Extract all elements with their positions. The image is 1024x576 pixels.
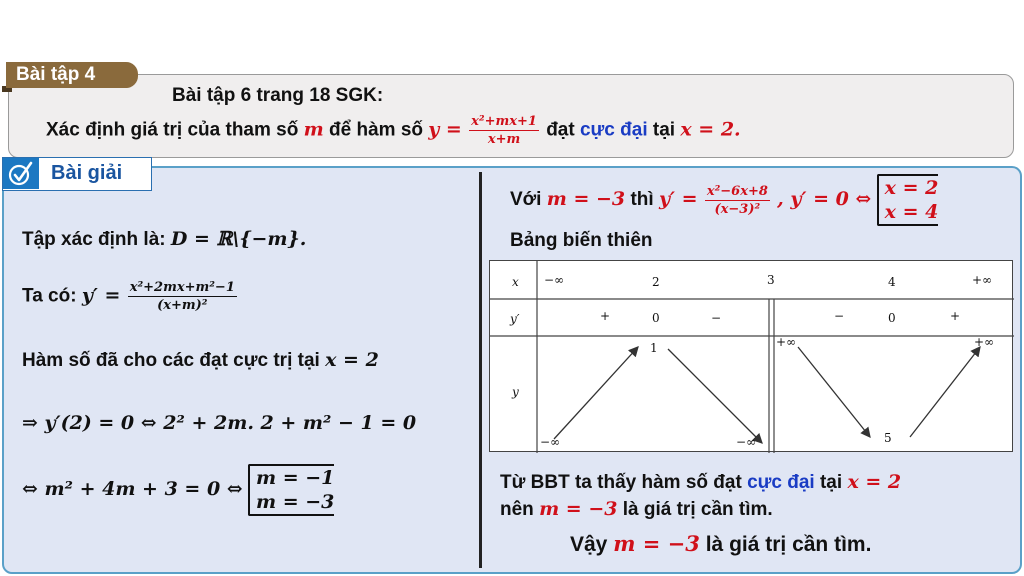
sign-value: +: [600, 309, 611, 323]
row-label-y: y: [512, 385, 519, 399]
derivative-fraction: [128, 280, 237, 313]
sign-value: 0: [888, 311, 896, 325]
checkmark-icon: [3, 158, 39, 189]
y-value: +∞: [776, 335, 797, 349]
case-line: [510, 174, 938, 226]
case-root-2: x = 4: [884, 201, 939, 223]
case-lhs: y′ =: [658, 188, 698, 211]
final-b: là giá trị cần tìm.: [705, 533, 872, 556]
conclusion-line-2: [500, 498, 773, 521]
conclusion-cond: x = 2: [847, 471, 902, 493]
extremum-line: [22, 349, 379, 372]
y-value: −∞: [540, 435, 561, 449]
case-rest: , y′ = 0 ⇔: [777, 188, 872, 211]
case-num: x²−6x+8: [706, 183, 768, 199]
variation-table: [489, 260, 1013, 452]
problem-source: Bài tập 6 trang 18 SGK:: [172, 85, 384, 106]
y-value: +∞: [974, 335, 995, 349]
case-den: (x−3)²: [714, 201, 761, 217]
case-text-a: Với: [510, 189, 542, 211]
problem-text-b: để hàm số: [329, 119, 423, 141]
case-text-b: thì: [630, 189, 654, 211]
column-divider: [479, 172, 482, 568]
problem-func-den: x+m: [487, 132, 521, 147]
problem-func-fraction: [469, 114, 539, 147]
x-value: −∞: [544, 273, 565, 287]
solution-badge: [2, 157, 152, 191]
arrow-down-2: [798, 347, 870, 437]
problem-func-lhs: y =: [428, 118, 462, 141]
derivative-text: Ta có:: [22, 285, 77, 307]
x-value: 4: [888, 275, 896, 289]
arrow-up-1: [554, 347, 638, 439]
sign-value: −: [711, 311, 722, 325]
problem-condition: x = 2.: [680, 118, 741, 141]
case-m: m = −3: [546, 188, 626, 211]
arrow-up-2: [910, 347, 980, 437]
equation-1: ⇒ y′(2) = 0 ⇔ 2² + 2m. 2 + m² − 1 = 0: [22, 412, 417, 434]
y-value: 1: [650, 341, 658, 355]
problem-highlight: cực đại: [579, 119, 648, 141]
problem-param: m: [303, 118, 324, 141]
derivative-lhs: y′ =: [81, 284, 121, 307]
x-value: +∞: [972, 273, 993, 287]
case-fraction: [705, 184, 770, 217]
final-m: m = −3: [613, 531, 700, 556]
conclusion-b: tại: [819, 472, 843, 493]
extremum-math: x = 2: [325, 349, 379, 371]
conclusion-line-1: [500, 471, 901, 494]
problem-statement: [46, 114, 741, 147]
problem-text-c: đạt: [546, 119, 575, 141]
equation-2: ⇔ m² + 4m + 3 = 0 ⇔: [22, 478, 243, 501]
row-label-x: x: [512, 275, 519, 289]
y-value: −∞: [736, 435, 757, 449]
roots-system: [248, 464, 334, 516]
derivative-line: [22, 280, 239, 313]
domain-math: D = ℝ\{−m}.: [170, 228, 307, 250]
arrow-down-1: [668, 349, 762, 443]
sign-value: −: [834, 309, 845, 323]
root-2: m = −3: [256, 491, 335, 513]
extremum-text: Hàm số đã cho các đạt cực trị tại: [22, 350, 320, 371]
domain-line: [22, 228, 306, 251]
domain-text: Tập xác định là:: [22, 229, 166, 250]
final-a: Vậy: [570, 533, 608, 556]
conclusion-d: là giá trị cần tìm.: [622, 499, 773, 520]
solution-label: Bài giải: [51, 162, 123, 184]
problem-text-d: tại: [652, 119, 676, 141]
conclusion-m: m = −3: [539, 498, 618, 520]
root-1: m = −1: [256, 467, 335, 489]
table-title: Bảng biến thiên: [510, 230, 653, 251]
derivative-den: (x+m)²: [157, 298, 208, 313]
equation-2-line: [22, 464, 334, 516]
x-value: 3: [767, 273, 775, 287]
y-value: 5: [884, 431, 892, 445]
problem-func-num: x²+mx+1: [471, 114, 537, 129]
x-value: 2: [652, 275, 660, 289]
conclusion-c: nên: [500, 499, 534, 520]
final-line: [570, 531, 871, 557]
problem-text-a: Xác định giá trị của tham số: [46, 119, 299, 141]
sign-value: 0: [652, 311, 660, 325]
exercise-label: Bài tập 4: [6, 62, 138, 88]
sign-value: +: [950, 309, 961, 323]
row-label-yprime: y′: [510, 312, 520, 326]
derivative-num: x²+2mx+m²−1: [129, 280, 235, 295]
case-root-1: x = 2: [884, 177, 939, 199]
conclusion-highlight: cực đại: [747, 472, 815, 493]
conclusion-a: Từ BBT ta thấy hàm số đạt: [500, 472, 742, 493]
case-roots-system: [877, 174, 939, 226]
